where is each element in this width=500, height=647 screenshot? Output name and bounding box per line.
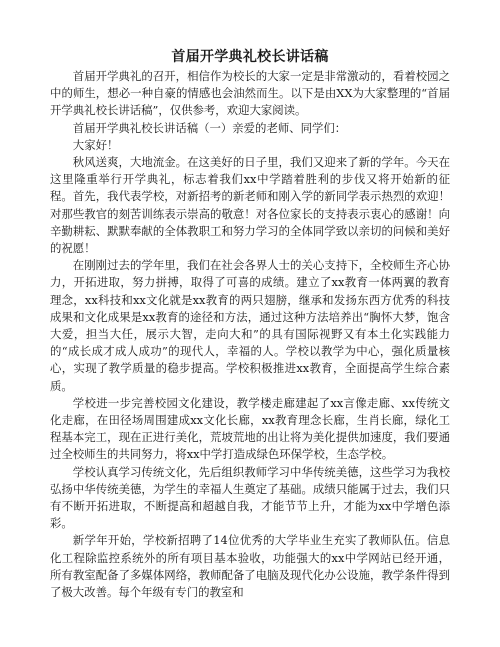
document-body [50,68,450,601]
intro-paragraph: 首届开学典礼的召开，相信作为校长的大家一定是非常激动的，看着校园之中的师生，想必一种自豪的情感也会油然而生。以下是由XX为大家整理的“首届开学典礼校长讲话稿”，仅供参考，欢迎大家阅读。 [50,69,450,118]
greeting: 大家好！ [72,137,119,152]
body-paragraph: 学校认真学习传统文化，先后组织教师学习中华传统美德，这些学习为我校弘扬中华传统美德，为学生的幸福人生奠定了基础。成绩只能属于过去，我们只有不断开拓进取，不断提高和超越自我，才能节节上升，才能为xx中学增色添彩。 [50,464,450,531]
speech-heading: 首届开学典礼校长讲话稿（一）亲爱的老师、同学们： [72,120,347,135]
document-title: 首届开学典礼校长讲话稿 [171,49,329,65]
body-paragraph: 新学年开始，学校新招聘了14位优秀的大学毕业生充实了教师队伍。信息化工程除监控系统外的所有项目基本验收，功能强大的xx中学网站已经开通，所有教室配备了多媒体网络，教师配备了电脑及现代化办公设施，教学条件得到了极大改善。每个年级有专门的教室和 [50,533,450,600]
body-paragraph: 学校进一步完善校园文化建设，教学楼走廊建起了xx言像走廊、xx传统文化走廊，在田径场周围建成xx文化长廊，xx教育理念长廊，生肖长廊，绿化工程基本完工，现在正进行美化，荒坡荒地的出让将为美化提供加速度，我们要通过全校师生的共同努力，将xx中学打造成绿色环保学校，生态学校。 [50,395,450,462]
body-paragraph: 在刚刚过去的学年里，我们在社会各界人士的关心支持下，全校师生齐心协力，开拓进取，努力拼搏，取得了可喜的成绩。建立了xx教育一体两翼的教育理念，xx科技和xx文化就是xx教育的两只翅膀，继承和发扬东西方优秀的科技成果和文化成果是xx教育的途径和方法，通过这种方法培养出“胸怀大梦，饱含大爱，担当大任，展示大智，走向大和”的具有国际视野又有本土化实践能力的“成长成才成人成功”的现代人，幸福的人。学校以教学为中心，强化质量核心，实现了教学质量的稳步提高。学校积极推进xx教育，全面提高学生综合素质。 [50,258,450,393]
body-paragraph: 秋风送爽，大地流金。在这美好的日子里，我们又迎来了新的学年。今天在这里隆重举行开学典礼，标志着我们xx中学踏着胜利的步伐又将开始新的征程。首先，我代表学校，对新招考的新老师和刚入学的新同学表示热烈的欢迎！对那些教官的刻苦训练表示崇高的敬意！对各位家长的支持表示衷心的感谢！向辛勤耕耘、默默奉献的全体教职工和努力学习的全体同学致以亲切的问候和美好的祝愿！ [50,155,450,256]
